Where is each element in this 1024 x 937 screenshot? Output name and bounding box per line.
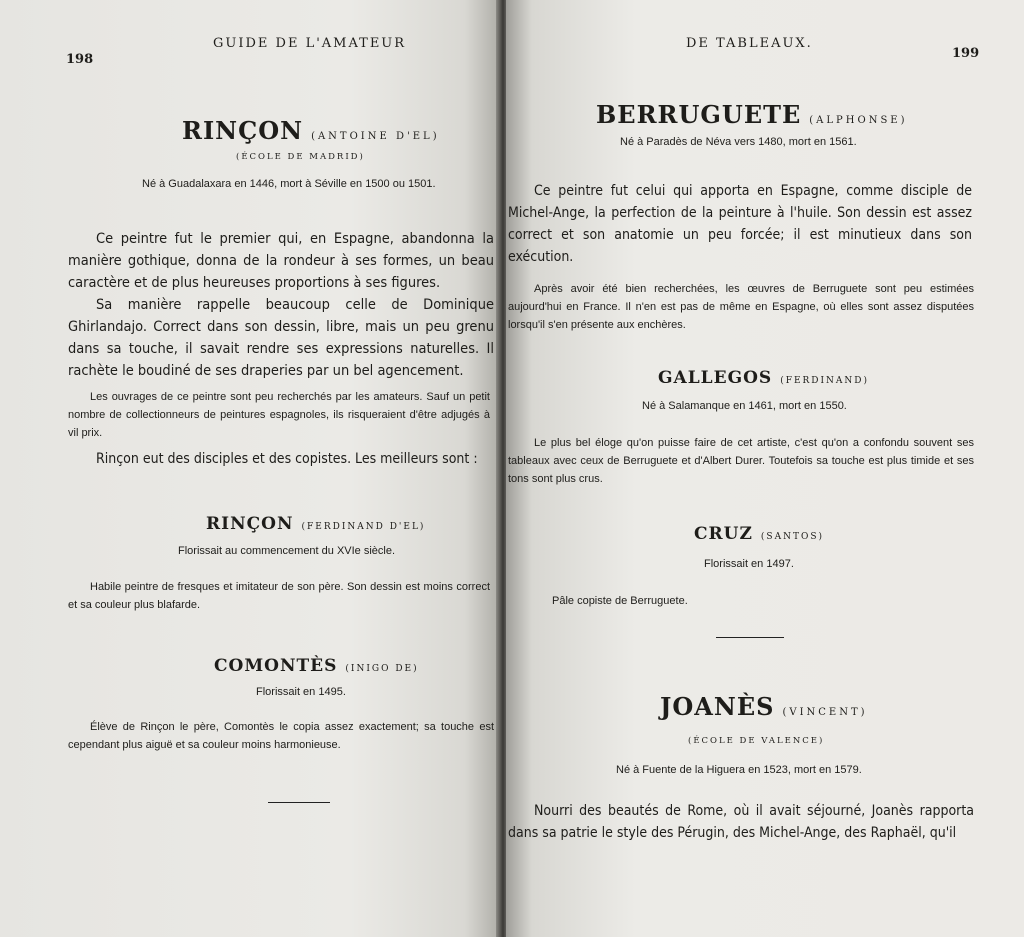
entry-title: JOANÈS (VINCENT) <box>660 692 868 721</box>
entry-dates: Né à Fuente de la Higuera en 1523, mort en 1579. <box>616 764 862 776</box>
entry-title: BERRUGUETE (ALPHONSE) <box>596 100 908 129</box>
entry-title: COMONTÈS (INIGO DE) <box>214 656 419 676</box>
entry-dates: Florissait en 1495. <box>256 686 346 698</box>
entry-title: RINÇON (FERDINAND D'EL) <box>206 514 426 534</box>
entry-paragraph: Habile peintre de fresques et imitateur de son père. Son dessin est moins correct et sa couleur plus blafarde. <box>68 581 490 611</box>
entry-note: Après avoir été bien recherchées, les œuvres de Berruguete sont peu estimées aujourd'hui en France. Il n'en est pas de même en Espagne, où elles sont assez disputées lorsqu'il s'en présente aux enchères. <box>508 283 974 331</box>
entry-dates: Florissait en 1497. <box>704 558 794 570</box>
page-number: 198 <box>66 52 94 67</box>
entry-school: (ÉCOLE DE MADRID) <box>236 152 365 162</box>
entry-title: RINÇON (ANTOINE D'EL) <box>182 116 440 145</box>
running-head: DE TABLEAUX. <box>686 36 813 51</box>
entry-paragraph: Nourri des beautés de Rome, où il avait séjourné, Joanès rapporta dans sa patrie le style des Pérugin, des Michel-Ange, des Raphaël, qu'il <box>508 803 974 841</box>
entry-paragraph: Rinçon eut des disciples et des copistes. Les meilleurs sont : <box>96 451 478 467</box>
entry-note: Les ouvrages de ce peintre sont peu recherchés par les amateurs. Sauf un petit nombre de collectionneurs de peintures espagnoles, ils risqueraient d'être adjugés à vil prix. <box>68 391 490 439</box>
section-rule <box>268 802 330 803</box>
entry-paragraph: Sa manière rappelle beaucoup celle de Dominique Ghirlandajo. Correct dans son dessin, libre, mais un peu grenu dans sa touche, il savait rendre ses expressions naturelles. Il rachète le boudiné de ses draperies par un bel agencement. <box>68 297 494 379</box>
entry-paragraph: Élève de Rinçon le père, Comontès le copia assez exactement; sa touche est cependant plus aiguë et sa couleur moins harmonieuse. <box>68 721 494 751</box>
running-head: GUIDE DE L'AMATEUR <box>213 36 407 51</box>
entry-paragraph: Le plus bel éloge qu'on puisse faire de cet artiste, c'est qu'on a confondu souvent ses tableaux avec ceux de Berruguete et d'Albert Durer. Toutefois sa touche est plus timide et ses tons sont plus crus. <box>508 437 974 485</box>
entry-title: GALLEGOS (FERDINAND) <box>658 368 870 388</box>
right-page <box>506 0 1024 937</box>
entry-school: (ÉCOLE DE VALENCE) <box>688 736 825 746</box>
entry-paragraph: Pâle copiste de Berruguete. <box>552 595 688 607</box>
page-number: 199 <box>952 46 980 61</box>
entry-title: CRUZ (SANTOS) <box>694 524 825 544</box>
entry-dates: Né à Salamanque en 1461, mort en 1550. <box>642 400 847 412</box>
entry-dates: Né à Guadalaxara en 1446, mort à Séville en 1500 ou 1501. <box>142 178 436 190</box>
section-rule <box>716 637 784 638</box>
entry-dates: Né à Paradès de Néva vers 1480, mort en 1561. <box>620 136 857 148</box>
entry-paragraph: Ce peintre fut le premier qui, en Espagne, abandonna la manière gothique, donna de la rondeur à ses formes, un beau caractère et de plus heureuses proportions à ses figures. <box>68 231 494 291</box>
left-page <box>0 0 500 937</box>
entry-dates: Florissait au commencement du XVIe siècle. <box>178 545 396 557</box>
entry-paragraph: Ce peintre fut celui qui apporta en Espagne, comme disciple de Michel-Ange, la perfection de la peinture à l'huile. Son dessin est assez correct et son anatomie un peu forcée; il est minutieux dans son exécution. <box>508 183 972 265</box>
